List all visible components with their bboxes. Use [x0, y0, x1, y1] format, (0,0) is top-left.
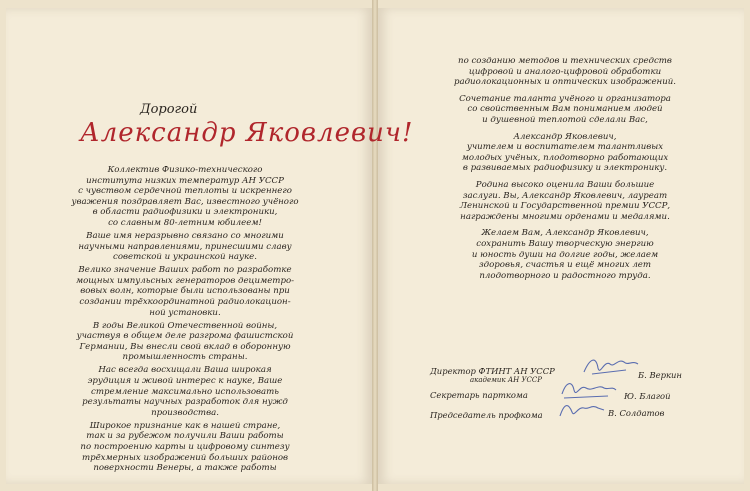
text-line: Велико значение Ваших работ по разработке [78, 265, 292, 276]
text-line: создании трёхкоординатной радиолокацион- [79, 297, 291, 307]
text-line: цифровой и аналого-цифровой обработки [468, 66, 662, 77]
text-line: со свойственным Вам пониманием людей [467, 104, 663, 115]
text-line: Германии, Вы внесли свой вклад в оборонную [79, 341, 291, 352]
text-line: сохранить Вашу творческую энергию [476, 239, 654, 249]
text-line: Сочетание таланта учёного и организатора [459, 93, 671, 104]
text-line: с чувством сердечной теплоты и искреннего [78, 186, 292, 197]
text-line: Родина высоко оценила Ваши большие [475, 180, 655, 190]
text-line: Ленинской и Государственной премии УССР, [459, 201, 671, 212]
text-line: советской и украинской науке. [113, 252, 257, 263]
text-line: Желаем Вам, Александр Яковлевич, [481, 228, 649, 239]
addressee-name: Александр Яковлевич! [80, 118, 414, 148]
text-line: участвуя в общем деле разгрома фашистской [76, 331, 294, 342]
text-line: В годы Великой Отечественной войны, [92, 320, 278, 331]
signature-name-union: В. Солдатов [608, 408, 665, 418]
page-fold [372, 0, 378, 491]
text-line: со славным 80-летним юбилеем! [108, 218, 262, 228]
text-line: Широкое признание как в нашей стране, [89, 420, 281, 431]
signature-title-union: Председатель профкома [430, 410, 543, 420]
text-line: здоровья, счастья и ещё многих лет [478, 260, 652, 271]
text-line: стремление максимально использовать [91, 386, 279, 397]
text-line: Александр Яковлевич, [513, 131, 617, 142]
signature-name-party: Ю. Благой [624, 391, 671, 401]
text-line: Коллектив Физико-технического [107, 165, 263, 175]
text-line: по построению карты и цифровому синтезу [80, 442, 290, 452]
signature-title-director: Директор ФТИНТ АН УССР [430, 366, 555, 376]
text-line: так и за рубежом получили Ваши работы [86, 431, 284, 442]
text-line: уважения поздравляет Вас, известного учёного [71, 196, 299, 207]
signature-subtitle-director: академик АН УССР [470, 376, 542, 384]
text-line: ной установки. [149, 307, 221, 318]
text-line: награждены многими орденами и медалями. [460, 211, 670, 222]
text-line: в развиваемых радиофизику и электронику. [462, 163, 668, 174]
text-line: Нас всегда восхищали Ваша широкая [98, 365, 272, 376]
text-line: производства. [151, 407, 219, 418]
signature-title-party: Секретарь парткома [430, 390, 528, 400]
text-line: вовых волн, которые были использованы при [80, 286, 290, 297]
text-line: и душевной теплотой сделали Вас, [482, 115, 648, 125]
greeting: Дорогой [140, 102, 198, 117]
text-line: молодых учёных, плодотворно работающих [461, 152, 669, 163]
text-line: плодотворного и радостного труда. [479, 270, 651, 281]
handwritten-signature-director [580, 354, 642, 380]
text-line: заслуги. Вы, Александр Яковлевич, лауреат [462, 190, 668, 201]
text-line: трёхмерных изображений больших районов [81, 452, 289, 463]
text-line: учителем и воспитателем талантливых [466, 142, 664, 153]
text-line: мощных импульсных генераторов дециметро- [75, 275, 295, 286]
text-line: результаты научных разработок для нужд [82, 397, 288, 408]
text-line: научными направлениями, принесшими славу [78, 241, 292, 252]
handwritten-signature-union [556, 398, 608, 422]
text-line: и юность души на долгие годы, желаем [471, 249, 659, 260]
text-line: института низких температур АН УССР [86, 175, 284, 186]
text-line: по созданию методов и технических средств [458, 56, 672, 66]
signature-name-director: Б. Веркин [638, 370, 682, 380]
text-line: радиолокационных и оптических изображений. [453, 77, 676, 88]
text-line: поверхности Венеры, а также работы [93, 463, 277, 474]
text-line: промышленность страны. [122, 352, 248, 363]
text-line: в области радиофизики и электроники, [92, 207, 278, 218]
text-line: Ваше имя неразрывно связано со многими [86, 231, 284, 241]
text-line: эрудиция и живой интерес к науке, Ваше [87, 376, 283, 386]
